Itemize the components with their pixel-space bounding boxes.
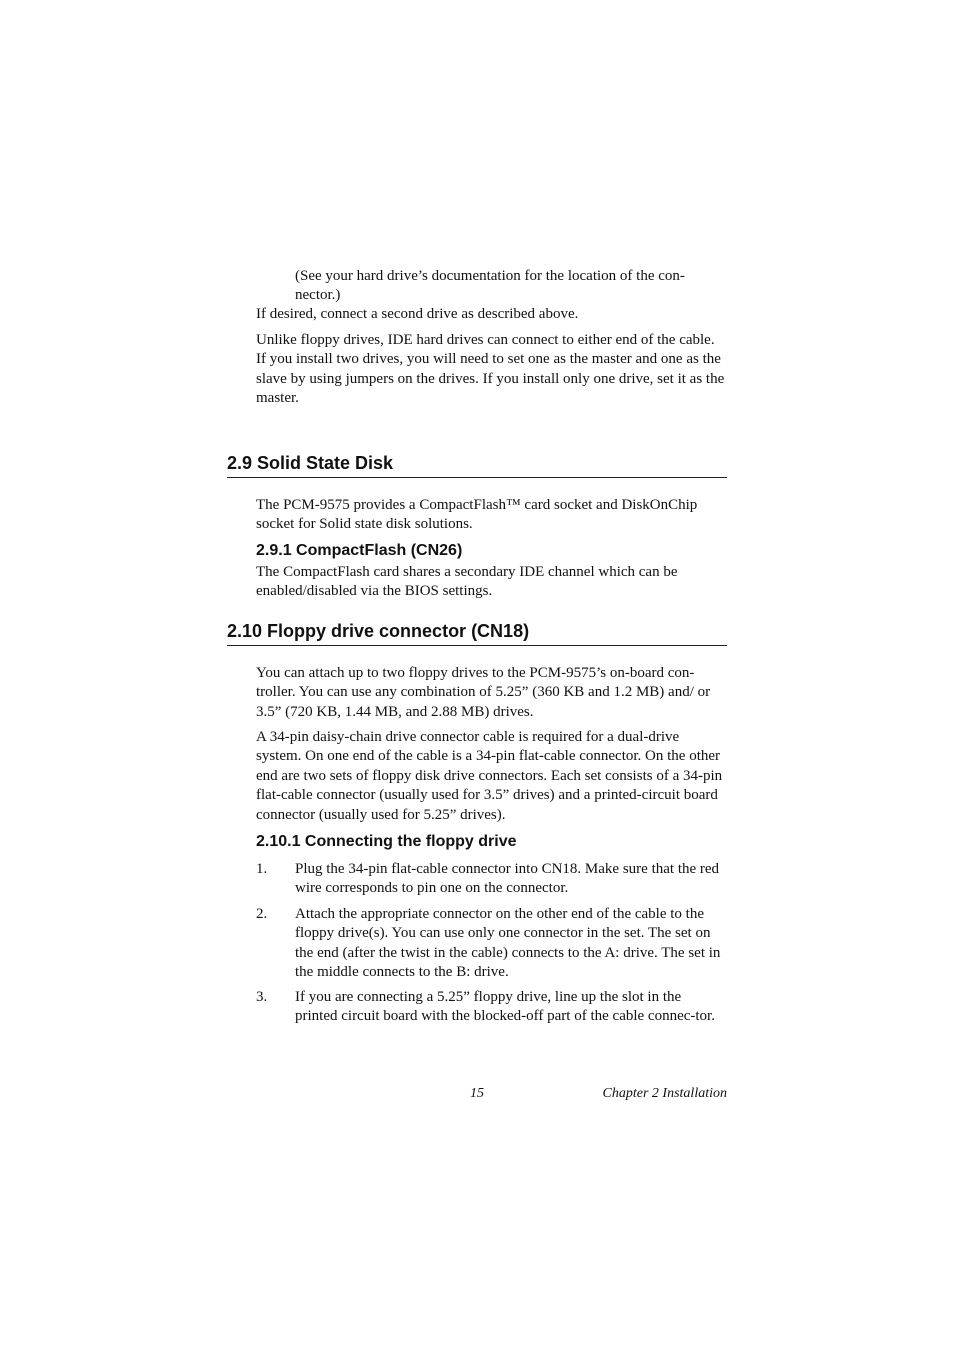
floppy-paragraph-1: You can attach up to two floppy drives to the PCM-9575’s on-board con-troller. You can use any combination of 5.25” (360 KB and 1.2 MB) and/ or 3.5” (720 KB, 1.44 MB, and 2.88 MB) drives.	[256, 665, 711, 720]
floppy-paragraph-2: A 34-pin daisy-chain drive connector cable is required for a dual-drive system. On one end of the cable is a 34-pin flat-cable connector. On the other end are two sets of floppy disk drive connectors. Each set consists of a 34-pin flat-cable connector (usually used for 3.5” drives) and a printed-circuit board connector (usually used for 5.25” drives).	[256, 729, 723, 823]
list-item-number: 1.	[256, 861, 268, 877]
hard-drive-note	[295, 267, 727, 306]
ide-paragraph: Unlike floppy drives, IDE hard drives can connect to either end of the cable. If you install two drives, you will need to set one as the master and one as the slave by using jumpers on the drives. If you install only one drive, set it as the master.	[256, 332, 725, 407]
list-item	[256, 860, 727, 899]
subsection-heading-compactflash: 2.9.1 CompactFlash (CN26)	[256, 542, 463, 559]
list-item-number: 3.	[256, 989, 268, 1005]
list-item-text: If you are connecting a 5.25” floppy drive, line up the slot in the printed circuit board with the blocked-off part of the cable connec-tor.	[295, 989, 715, 1025]
list-item-text: Plug the 34-pin flat-cable connector into CN18. Make sure that the red wire corresponds to pin one on the connector.	[295, 861, 720, 897]
solid-state-paragraph: The PCM-9575 provides a CompactFlash™ card socket and DiskOnChip socket for Solid state disk solutions.	[256, 497, 698, 533]
compactflash-paragraph: The CompactFlash card shares a secondary IDE channel which can be enabled/disabled via the BIOS settings.	[256, 564, 678, 600]
section-heading-floppy-connector: 2.10 Floppy drive connector (CN18)	[227, 620, 727, 646]
hard-drive-note-line-2: nector.)	[295, 287, 341, 304]
second-drive-text: If desired, connect a second drive as described above.	[256, 306, 579, 322]
chapter-label: Chapter 2 Installation	[602, 1086, 727, 1101]
page-number: 15	[470, 1086, 484, 1101]
list-item	[256, 988, 727, 1027]
subsection-heading-connecting-floppy: 2.10.1 Connecting the floppy drive	[256, 833, 517, 850]
hard-drive-note-line-1: (See your hard drive’s documentation for the location of the con-	[295, 268, 685, 284]
section-heading-solid-state-disk: 2.9 Solid State Disk	[227, 452, 727, 478]
list-item-text: Attach the appropriate connector on the other end of the cable to the floppy drive(s). You can use only one connector in the set. The set on the end (after the twist in the cable) connects to the A: drive. The set in the middle connects to the B: drive.	[295, 906, 721, 981]
list-item	[256, 905, 727, 983]
list-item-number: 2.	[256, 906, 268, 922]
